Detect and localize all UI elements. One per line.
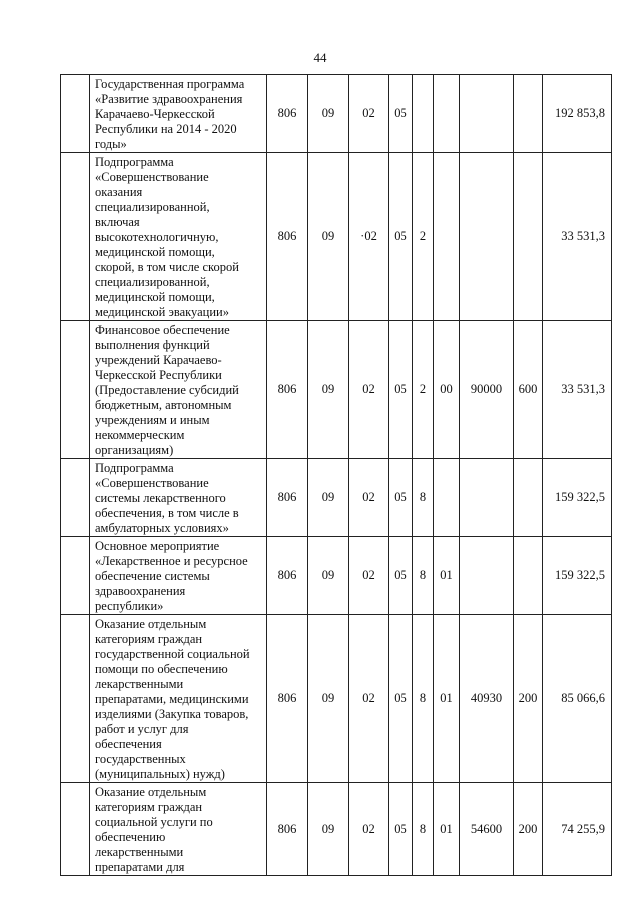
row-blank-cell (61, 153, 90, 321)
table-row (61, 321, 612, 459)
row-name (90, 75, 267, 153)
row-name (90, 537, 267, 615)
row-name (90, 321, 267, 459)
subsection-code: 02 (349, 459, 389, 537)
expense-type-code (514, 537, 543, 615)
row-name-text: Финансовое обеспечение выполнения функций учреждений Карачаево- Черкесской Республики (Предоставление субсидий бюджетным, автономным учреждениям и иным некоммерческим организациям) (95, 323, 239, 457)
activity-code: 01 (434, 615, 460, 783)
section-code: 09 (308, 321, 349, 459)
budget-table (60, 74, 612, 876)
row-name-text: Основное мероприятие «Лекарственное и ресурсное обеспечение системы здравоохранения республики» (95, 539, 248, 613)
activity-code: 01 (434, 537, 460, 615)
row-name (90, 783, 267, 876)
section-code: 09 (308, 153, 349, 321)
expense-type-code (514, 459, 543, 537)
direction-code (460, 75, 514, 153)
direction-code (460, 459, 514, 537)
page-number: 44 (313, 50, 327, 65)
subsection-code: ·02 (349, 153, 389, 321)
row-name-text: Государственная программа «Развитие здравоохранения Карачаево-Черкесской Республики на 2014 - 2020 годы» (95, 77, 245, 151)
section-code: 09 (308, 75, 349, 153)
row-name (90, 459, 267, 537)
row-blank-cell (61, 459, 90, 537)
table-row (61, 75, 612, 153)
row-blank-cell (61, 537, 90, 615)
ministry-code: 806 (267, 459, 308, 537)
program-code: 05 (389, 783, 413, 876)
subprogram-code: 8 (413, 537, 434, 615)
subprogram-code: 2 (413, 321, 434, 459)
direction-code: 90000 (460, 321, 514, 459)
subsection-code: 02 (349, 615, 389, 783)
ministry-code: 806 (267, 783, 308, 876)
ministry-code: 806 (267, 321, 308, 459)
direction-code (460, 153, 514, 321)
section-code: 09 (308, 459, 349, 537)
amount: 33 531,3 (543, 153, 612, 321)
table-row (61, 783, 612, 876)
table-row (61, 153, 612, 321)
expense-type-code: 600 (514, 321, 543, 459)
section-code: 09 (308, 537, 349, 615)
program-code: 05 (389, 615, 413, 783)
activity-code: 01 (434, 783, 460, 876)
amount: 192 853,8 (543, 75, 612, 153)
table-row (61, 537, 612, 615)
row-blank-cell (61, 615, 90, 783)
section-code: 09 (308, 783, 349, 876)
activity-code (434, 75, 460, 153)
activity-code: 00 (434, 321, 460, 459)
expense-type-code (514, 153, 543, 321)
expense-type-code: 200 (514, 783, 543, 876)
program-code: 05 (389, 153, 413, 321)
row-blank-cell (61, 783, 90, 876)
table-row (61, 459, 612, 537)
subsection-code: 02 (349, 75, 389, 153)
direction-code: 40930 (460, 615, 514, 783)
ministry-code: 806 (267, 615, 308, 783)
subsection-code: 02 (349, 537, 389, 615)
amount: 74 255,9 (543, 783, 612, 876)
activity-code (434, 153, 460, 321)
amount: 159 322,5 (543, 537, 612, 615)
amount: 159 322,5 (543, 459, 612, 537)
subprogram-code: 8 (413, 459, 434, 537)
subprogram-code: 8 (413, 615, 434, 783)
row-blank-cell (61, 75, 90, 153)
amount: 85 066,6 (543, 615, 612, 783)
section-code: 09 (308, 615, 349, 783)
activity-code (434, 459, 460, 537)
row-name-text: Подпрограмма «Совершенствование системы лекарственного обеспечения, в том числе в амбулаторных условиях» (95, 461, 239, 535)
subprogram-code: 2 (413, 153, 434, 321)
row-name-text: Оказание отдельным категориям граждан государственной социальной помощи по обеспечению лекарственными препаратами, медицинскими изделиями (Закупка товаров, работ и услуг для обеспечения государственных (муниципальных) нужд) (95, 617, 250, 781)
subprogram-code: 8 (413, 783, 434, 876)
row-name-text: Оказание отдельным категориям граждан социальной услуги по обеспечению лекарственными препаратами для (95, 785, 213, 874)
row-name-text: Подпрограмма «Совершенствование оказания специализированной, включая высокотехнологичную, медицинской помощи, скорой, в том числе скорой специализированной, медицинской помощи, медицинской эвакуации» (95, 155, 239, 319)
program-code: 05 (389, 75, 413, 153)
program-code: 05 (389, 459, 413, 537)
expense-type-code: 200 (514, 615, 543, 783)
program-code: 05 (389, 321, 413, 459)
row-name (90, 153, 267, 321)
subsection-code: 02 (349, 783, 389, 876)
program-code: 05 (389, 537, 413, 615)
subprogram-code (413, 75, 434, 153)
row-blank-cell (61, 321, 90, 459)
ministry-code: 806 (267, 537, 308, 615)
ministry-code: 806 (267, 153, 308, 321)
direction-code (460, 537, 514, 615)
table-row (61, 615, 612, 783)
subsection-code: 02 (349, 321, 389, 459)
ministry-code: 806 (267, 75, 308, 153)
amount: 33 531,3 (543, 321, 612, 459)
row-name (90, 615, 267, 783)
direction-code: 54600 (460, 783, 514, 876)
expense-type-code (514, 75, 543, 153)
